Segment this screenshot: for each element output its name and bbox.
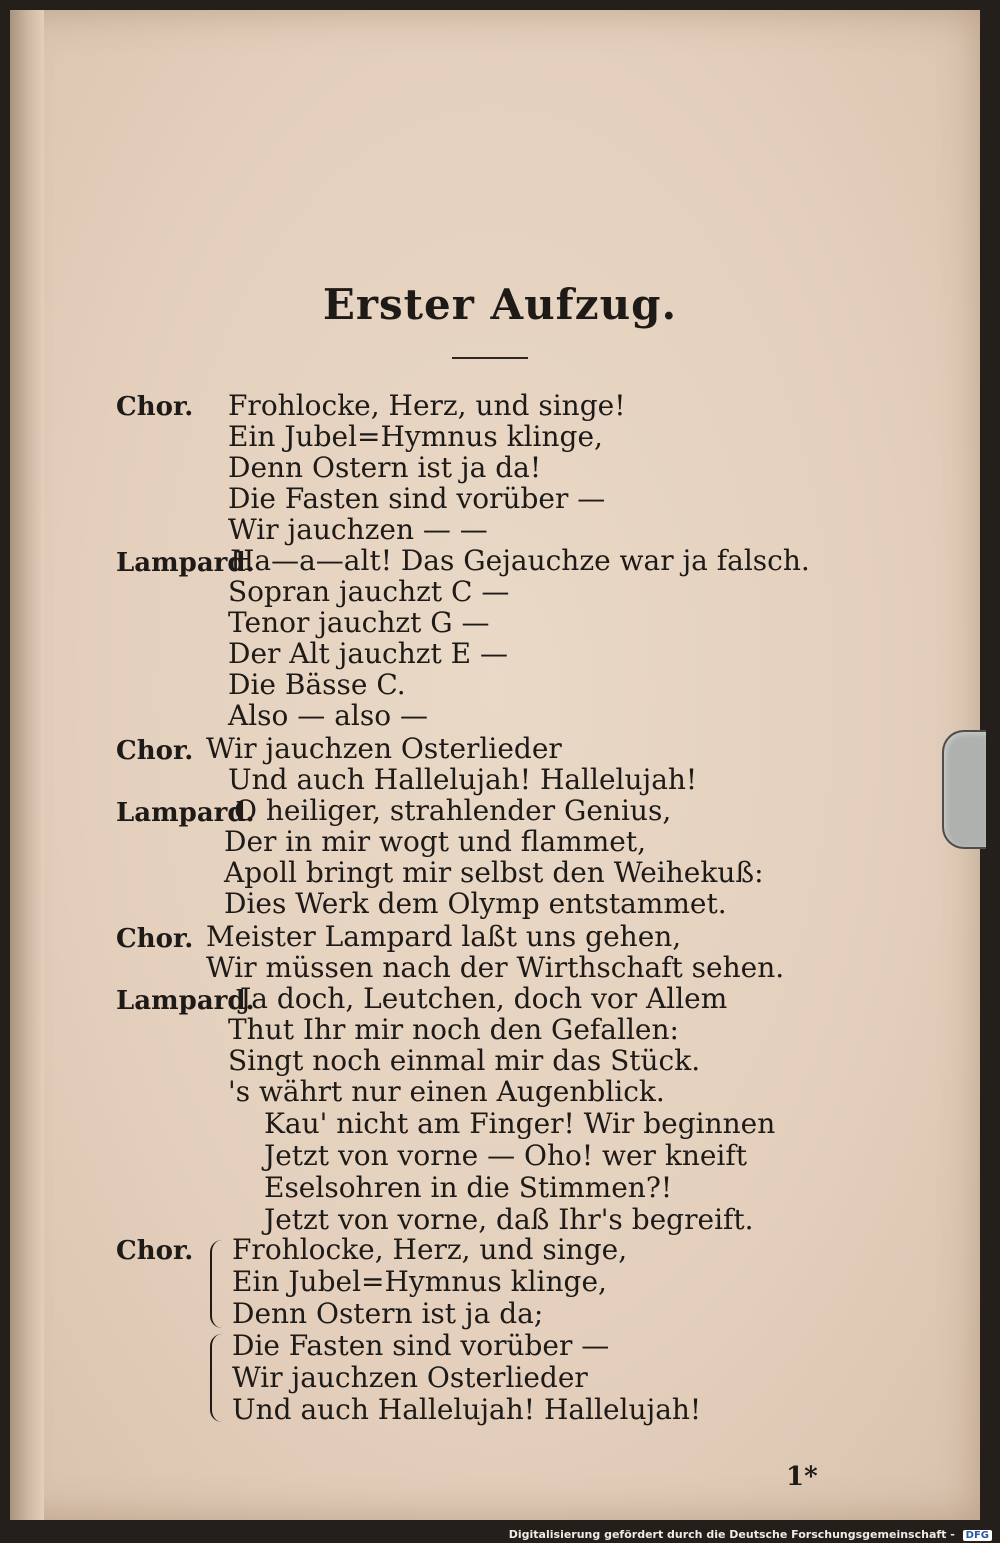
verse-line: Meister Lampard laßt uns gehen, (206, 920, 682, 953)
verse-line: Wir jauchzen Osterlieder (232, 1361, 588, 1394)
chorus-brace (210, 1240, 226, 1328)
verse-line: Singt noch einmal mir das Stück. (228, 1044, 701, 1077)
verse-line: Der in mir wogt und flammet, (224, 825, 646, 858)
verse-line: Thut Ihr mir noch den Gefallen: (228, 1013, 679, 1046)
verse-line: Und auch Hallelujah! Hallelujah! (228, 763, 698, 796)
verse-line: 's währt nur einen Augenblick. (228, 1075, 665, 1108)
verse-line: Kau' nicht am Finger! Wir beginnen (264, 1107, 776, 1140)
verse-line: Ein Jubel=Hymnus klinge, (232, 1265, 607, 1298)
verse-line: Frohlocke, Herz, und singe! (228, 389, 626, 422)
verse-line: Sopran jauchzt C — (228, 575, 510, 608)
bookmark-tab (942, 730, 986, 849)
speaker-lampard: Lampard. (116, 798, 255, 828)
page-number: 1* (786, 1462, 818, 1492)
speaker-lampard: Lampard. (116, 548, 255, 578)
speaker-lampard: Lampard. (116, 986, 255, 1016)
verse-line: Die Fasten sind vorüber — (228, 482, 606, 515)
verse-line: Also — also — (228, 699, 428, 732)
verse-line: Jetzt von vorne — Oho! wer kneift (264, 1139, 747, 1172)
verse-line: Wir jauchzen Osterlieder (206, 732, 562, 765)
verse-line: Apoll bringt mir selbst den Weihekuß: (224, 856, 764, 889)
speaker-chor: Chor. (116, 736, 194, 766)
verse-line: Dies Werk dem Olymp entstammet. (224, 887, 727, 920)
verse-line: Denn Ostern ist ja da! (228, 451, 542, 484)
verse-line: Und auch Hallelujah! Hallelujah! (232, 1393, 702, 1426)
speaker-chor: Chor. (116, 1236, 194, 1266)
verse-line: Frohlocke, Herz, und singe, (232, 1233, 628, 1266)
verse-line: Ein Jubel=Hymnus klinge, (228, 420, 603, 453)
verse-line: Der Alt jauchzt E — (228, 637, 508, 670)
verse-line: Ja doch, Leutchen, doch vor Allem (240, 982, 728, 1015)
verse-line: Eselsohren in die Stimmen?! (264, 1171, 673, 1204)
verse-line: Ha—a—alt! Das Gejauchze war ja falsch. (230, 544, 810, 577)
verse-line: Die Fasten sind vorüber — (232, 1329, 610, 1362)
speaker-chor: Chor. (116, 392, 194, 422)
verse-line: Wir müssen nach der Wirthschaft sehen. (206, 951, 785, 984)
verse-line: O heiliger, strahlender Genius, (234, 794, 672, 827)
verse-line: Wir jauchzen — — (228, 513, 488, 546)
speaker-chor: Chor. (116, 924, 194, 954)
footer-text: Digitalisierung gefördert durch die Deutsche Forschungsgemeinschaft - (508, 1528, 955, 1541)
verse-line: Denn Ostern ist ja da; (232, 1297, 544, 1330)
act-title: Erster Aufzug. (322, 280, 678, 329)
book-spine-shadow (10, 10, 44, 1520)
dfg-logo: DFG (963, 1530, 992, 1541)
chorus-brace (210, 1334, 226, 1422)
verse-line: Tenor jauchzt G — (228, 606, 490, 639)
digitization-footer (509, 1528, 992, 1541)
verse-line: Die Bässe C. (228, 668, 406, 701)
title-rule (452, 357, 528, 359)
verse-line: Jetzt von vorne, daß Ihr's begreift. (264, 1203, 754, 1236)
